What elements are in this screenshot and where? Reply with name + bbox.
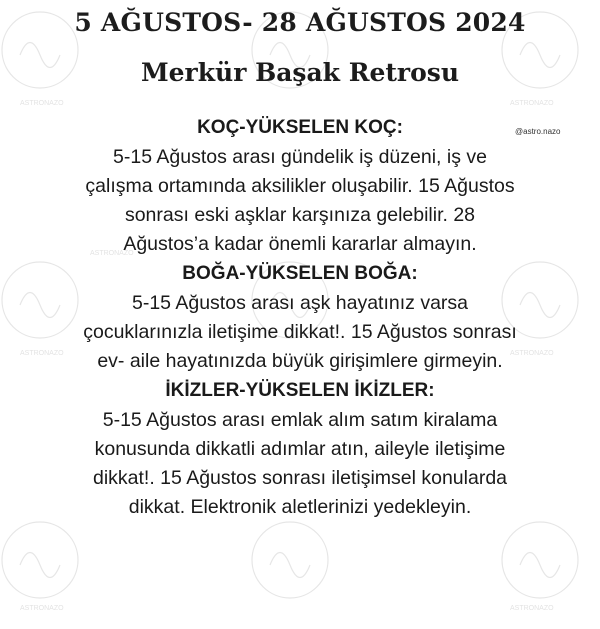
page-title: 5 AĞUSTOS- 28 AĞUSTOS 2024 [74,8,526,37]
text-line: 5-15 Ağustos arası aşk hayatınız varsa [131,292,468,314]
section-text-boga [0,289,600,376]
text-line: konusunda dikkatli adımlar atın, aileyle iletişime [94,438,506,460]
text-line: çalışma ortamında aksilikler oluşabilir. 15 Ağustos [85,175,515,197]
watermark-text: ASTRONAZO [20,100,64,107]
text-line: dikkat. Elektronik aletlerinizi yedekleyin. [128,496,472,518]
watermark-text: ASTRONAZO [510,605,554,612]
text-line: 5-15 Ağustos arası gündelik iş düzeni, iş ve [113,146,487,168]
watermark-text: ASTRONAZO [20,605,64,612]
watermark-text: ASTRONAZO [20,350,64,357]
horoscope-content [0,113,600,522]
watermark-logo-icon [502,522,578,598]
watermark-text: ASTRONAZO [510,350,554,357]
text-line: ev- aile hayatınızda büyük girişimlere girmeyin. [97,350,503,372]
text-line: sonrası eski aşklar karşınıza gelebilir. 28 [124,204,476,226]
text-line: 5-15 Ağustos arası emlak alım satım kiralama [102,409,498,431]
watermark-text: ASTRONAZO [510,100,554,107]
author-handle: @astro.nazo [515,127,561,136]
watermark-logo-icon [252,522,328,598]
section-heading-boga: BOĞA-YÜKSELEN BOĞA: [182,263,418,284]
section-heading-koc: KOÇ-YÜKSELEN KOÇ: [197,117,403,138]
text-line: çocuklarınızla iletişime dikkat!. 15 Ağustos sonrası [83,321,517,343]
watermark-logo-icon [2,522,78,598]
watermark-text: ASTRONAZO [90,250,134,257]
page-subtitle: Merkür Başak Retrosu [140,58,460,87]
text-line: Ağustos’a kadar önemli kararlar almayın. [123,233,477,255]
section-heading-ikizler: İKİZLER-YÜKSELEN İKİZLER: [165,380,435,401]
text-line: dikkat!. 15 Ağustos sonrası iletişimsel konularda [92,467,508,489]
section-text-ikizler [0,406,600,522]
section-text-koc [0,143,600,259]
